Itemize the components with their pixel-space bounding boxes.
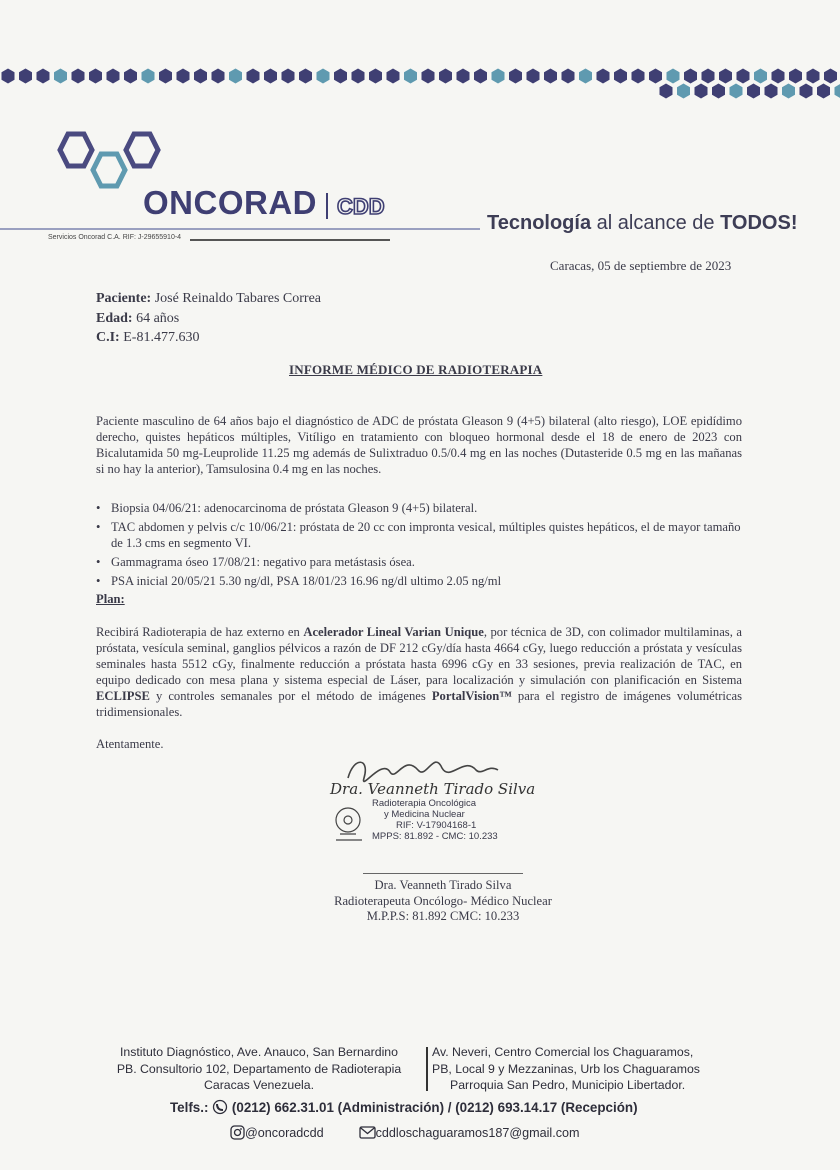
header-hexagon-band xyxy=(0,66,840,102)
plan-system: ECLIPSE xyxy=(96,689,150,703)
band-hexagon xyxy=(54,69,67,84)
closing: Atentamente. xyxy=(96,737,164,751)
stamp-emblem-icon xyxy=(336,808,362,840)
patient-age: 64 años xyxy=(132,310,180,326)
footer-address-left xyxy=(96,1044,422,1094)
stamp-line: y Medicina Nuclear xyxy=(384,809,465,820)
phones-label: Telfs.: xyxy=(170,1100,209,1115)
plan-text: y controles semanales por el método de imágenes xyxy=(149,689,432,703)
patient-name-label: Paciente: xyxy=(96,291,152,306)
band-hexagon xyxy=(439,69,452,84)
list-item: • Biopsia 04/06/21: adenocarcinoma de próstata Gleason 9 (4+5) bilateral. xyxy=(96,500,742,516)
band-hexagon xyxy=(660,84,673,99)
phones-text: (0212) 662.31.01 (Administración) / (0212) 693.14.17 (Recepción) xyxy=(231,1100,638,1115)
band-hexagon xyxy=(264,69,277,84)
band-hexagon xyxy=(835,84,840,99)
band-hexagon xyxy=(677,84,690,99)
signer-license: M.P.P.S: 81.892 CMC: 10.233 xyxy=(366,909,520,923)
clinical-summary: Paciente masculino de 64 años bajo el diagnóstico de ADC de próstata Gleason 9 (4+5) bilateral (alto riesgo), LOE epidídimo derecho, quistes hepáticos múltiples, Vitíligo en tratamiento con bloqueo hormonal desde el 18 de enero de 2023 con Bicalutamida 50 mg-Leuprolide 11.25 mg además de Sulixtraduo 0.5/0.4 mg en las noches (Dutasteride 0.5 mg en las mañanas si no hay la anterior), Tamsulosina 0.4 mg en las noches. xyxy=(96,414,742,476)
brand-separator xyxy=(326,193,328,219)
band-hexagon xyxy=(765,84,778,99)
patient-info xyxy=(96,289,321,348)
plan-heading: Plan: xyxy=(96,592,125,606)
band-hexagon xyxy=(719,69,732,84)
band-hexagon xyxy=(544,69,557,84)
band-hexagon xyxy=(807,69,820,84)
band-hexagon xyxy=(772,69,785,84)
band-hexagon xyxy=(684,69,697,84)
band-hexagon xyxy=(159,69,172,84)
band-hexagon xyxy=(509,69,522,84)
instagram-icon xyxy=(230,1125,245,1140)
stamp-line: MPPS: 81.892 - CMC: 10.233 xyxy=(372,831,498,842)
cdd-logo-icon xyxy=(336,190,394,220)
patient-name: José Reinaldo Tabares Correa xyxy=(151,291,322,306)
email-icon xyxy=(359,1126,376,1139)
stamp-details xyxy=(372,798,498,842)
band-hexagon xyxy=(632,69,645,84)
plan-portalvision: PortalVision™ xyxy=(431,689,512,703)
band-hexagon xyxy=(19,69,32,84)
footer-line: Parroquia San Pedro, Municipio Libertador. xyxy=(450,1078,686,1092)
band-hexagon xyxy=(754,69,767,84)
slogan-part3: TODOS! xyxy=(720,212,798,234)
band-hexagon xyxy=(194,69,207,84)
band-hexagon xyxy=(107,69,120,84)
cdd-logo-text: CDD xyxy=(337,194,385,219)
band-hexagon xyxy=(824,69,837,84)
company-rif: Servicios Oncorad C.A. RIF: J-29655910-4 xyxy=(48,234,182,241)
band-hexagon xyxy=(695,84,708,99)
stamp-line: Radioterapia Oncológica xyxy=(372,798,477,809)
band-hexagon xyxy=(369,69,382,84)
band-hexagon xyxy=(404,69,417,84)
band-hexagon xyxy=(317,69,330,84)
treatment-plan xyxy=(96,624,742,720)
footer-social xyxy=(230,1125,580,1140)
plan-text: , por técnica de 3D, con colimador multilaminas, a próstata, vesícula seminal, ganglios pélvicos a razón de DF 212 cGy/día hasta 4664 cGy, luego reducción a próstata y vesículas seminales hasta 5512 cGy, finalmente reducción a próstata hasta 6996 cGy en 33 sesiones, previa realización de TAC, en equipo dedicado con mesa plana y sistema especial de Láser, para localización y simulación con planificación en Sistema xyxy=(96,625,742,687)
instagram-handle[interactable]: @oncoradcdd xyxy=(245,1126,324,1140)
band-hexagon xyxy=(730,84,743,99)
signature-scribble xyxy=(348,762,498,781)
patient-id-row xyxy=(96,328,321,348)
footer-divider xyxy=(426,1047,428,1091)
band-hexagon xyxy=(492,69,505,84)
rif-line xyxy=(190,239,390,241)
footer-line: PB, Local 9 y Mezzaninas, Urb los Chaguaramos xyxy=(432,1061,700,1076)
band-hexagon xyxy=(352,69,365,84)
signer-block xyxy=(300,878,586,925)
band-hexagon xyxy=(579,69,592,84)
band-hexagon xyxy=(800,84,813,99)
band-hexagon xyxy=(37,69,50,84)
footer-line: Instituto Diagnóstico, Ave. Anauco, San Bernardino xyxy=(119,1045,398,1059)
band-hexagon xyxy=(282,69,295,84)
band-hexagon xyxy=(474,69,487,84)
band-hexagon xyxy=(667,69,680,84)
band-hexagon xyxy=(72,69,85,84)
band-hexagon xyxy=(817,84,830,99)
list-item: • Gammagrama óseo 17/08/21: negativo para metástasis ósea. xyxy=(96,554,742,570)
band-hexagon xyxy=(527,69,540,84)
plan-text: para el registro de imágenes volumétricas tridimensionales. xyxy=(96,689,742,719)
band-hexagon xyxy=(142,69,155,84)
patient-id-label: C.I: xyxy=(96,330,120,345)
list-item: • TAC abdomen y pelvis c/c 10/06/21: próstata de 20 cc con impronta vesical, múltiples quistes hepáticos, el de mayor tamaño de 1.3 cms en segmento VI. xyxy=(96,519,742,551)
signer-role: Radioterapeuta Oncólogo- Médico Nuclear xyxy=(334,893,552,908)
band-hexagon xyxy=(247,69,260,84)
list-item: • PSA inicial 20/05/21 5.30 ng/dl, PSA 18/01/23 16.96 ng/dl ultimo 2.05 ng/ml xyxy=(96,573,742,589)
brand-name: ONCORAD xyxy=(143,184,317,221)
band-hexagon xyxy=(334,69,347,84)
stamp-line: RIF: V-17904168-1 xyxy=(396,820,477,831)
band-hexagon xyxy=(212,69,225,84)
band-hexagon xyxy=(562,69,575,84)
plan-device: Acelerador Lineal Varian Unique xyxy=(303,625,484,639)
band-hexagon xyxy=(387,69,400,84)
band-hexagon xyxy=(597,69,610,84)
band-hexagon xyxy=(649,69,662,84)
patient-name-row xyxy=(96,289,321,309)
report-title: INFORME MÉDICO DE RADIOTERAPIA xyxy=(289,362,543,377)
slogan-part1: Tecnología xyxy=(487,212,592,234)
band-hexagon xyxy=(702,69,715,84)
phone-icon xyxy=(212,1100,228,1114)
patient-age-label: Edad: xyxy=(96,310,133,326)
band-hexagon xyxy=(789,69,802,84)
band-hexagon xyxy=(782,84,795,99)
document-date: Caracas, 05 de septiembre de 2023 xyxy=(550,258,732,273)
band-hexagon xyxy=(712,84,725,99)
findings-list xyxy=(96,500,742,592)
signature-text: Dra. Veanneth Tirado Silva xyxy=(330,780,536,798)
footer-line: Caracas Venezuela. xyxy=(203,1078,315,1092)
plan-text: Recibirá Radioterapia de haz externo en xyxy=(96,625,304,639)
signature-line xyxy=(363,873,523,874)
band-hexagon xyxy=(124,69,137,84)
band-hexagon xyxy=(177,69,190,84)
band-hexagon xyxy=(299,69,312,84)
patient-id: E-81.477.630 xyxy=(119,330,200,345)
band-hexagon xyxy=(737,69,750,84)
patient-age-row xyxy=(96,309,321,329)
band-hexagon xyxy=(89,69,102,84)
email-address[interactable]: cddloschaguaramos187@gmail.com xyxy=(375,1126,580,1140)
band-hexagon xyxy=(614,69,627,84)
signer-name: Dra. Veanneth Tirado Silva xyxy=(374,878,512,892)
footer-address-right xyxy=(432,1044,732,1094)
footer-line: Av. Neveri, Centro Comercial los Chaguaramos, xyxy=(432,1045,694,1059)
band-hexagon xyxy=(422,69,435,84)
band-hexagon xyxy=(229,69,242,84)
band-hexagon xyxy=(2,69,15,84)
slogan-underline xyxy=(0,228,480,230)
band-hexagon xyxy=(457,69,470,84)
slogan xyxy=(487,212,798,235)
band-hexagon xyxy=(747,84,760,99)
footer-phones xyxy=(170,1100,638,1115)
slogan-part2: al alcance de xyxy=(591,212,721,234)
footer-line: PB. Consultorio 102, Departamento de Radioterapia xyxy=(116,1061,402,1076)
